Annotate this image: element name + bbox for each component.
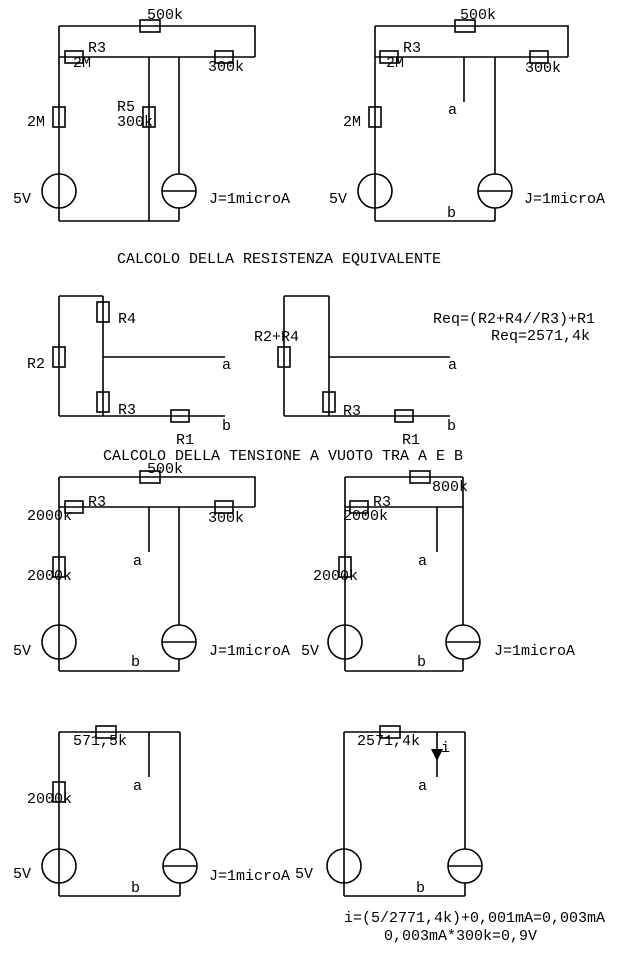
voltage-source (328, 625, 362, 659)
c5-r3-name: R3 (88, 494, 107, 511)
c7-left-resistor-label: 2000k (27, 791, 73, 808)
c5-node-a: a (133, 553, 143, 570)
circuit7-network (42, 726, 197, 896)
c2-resistor-label: 500k (460, 7, 497, 24)
c2-left-resistor-label: 2M (343, 114, 362, 131)
c7-node-b: b (131, 880, 141, 897)
resistor-800k (410, 471, 430, 483)
c3-node-a: a (222, 357, 232, 374)
c1-current-label: J=1microA (209, 191, 291, 208)
c1-r5-name: R5 (117, 99, 136, 116)
resistor-r1 (395, 410, 413, 422)
resistor-2m (369, 107, 381, 127)
c5-node-b: b (131, 654, 141, 671)
c8-node-a: a (418, 778, 428, 795)
c3-r2-label: R2 (27, 356, 46, 373)
c6-r3-value: 2000k (343, 508, 389, 525)
c5-r3-value: 2000k (27, 508, 73, 525)
req-formula-line1: Req=(R2+R4//R3)+R1 (433, 311, 596, 328)
c2-r3-value: 2M (386, 55, 405, 72)
c5-resistor-label: 500k (147, 461, 184, 478)
c1-resistor-label: 500k (147, 7, 184, 24)
c1-r3-value: 2M (73, 55, 92, 72)
c3-node-b: b (222, 418, 232, 435)
c3-r4-label: R4 (118, 311, 137, 328)
c7-node-a: a (133, 778, 143, 795)
c5-right-resistor-label: 300k (208, 510, 245, 527)
circuit3-network (53, 296, 225, 422)
c8-resistor-label: 2571,4k (357, 733, 421, 750)
c8-voltage-label: 5V (295, 866, 314, 883)
c2-r3-name: R3 (403, 40, 422, 57)
c4-r3-label: R3 (343, 403, 362, 420)
c4-node-b: b (447, 418, 457, 435)
c1-voltage-label: 5V (13, 191, 32, 208)
c6-r3-name: R3 (373, 494, 392, 511)
c4-node-a: a (448, 357, 458, 374)
c8-node-b: b (416, 880, 426, 897)
req-formula-line2: Req=2571,4k (491, 328, 591, 345)
c6-resistor-label: 800k (432, 479, 469, 496)
circuit5-network (42, 471, 255, 671)
c5-left-resistor-label: 2000k (27, 568, 73, 585)
c7-resistor-label: 571,5k (73, 733, 128, 750)
resistor-r3 (323, 392, 335, 412)
c2-voltage-label: 5V (329, 191, 348, 208)
voltage-source (42, 174, 76, 208)
resistor-r4 (97, 302, 109, 322)
resistor-r2 (53, 347, 65, 367)
c6-left-resistor-label: 2000k (313, 568, 359, 585)
voltage-source (327, 849, 361, 883)
c2-node-b: b (447, 205, 457, 222)
c6-current-label: J=1microA (494, 643, 576, 660)
c7-voltage-label: 5V (13, 866, 32, 883)
circuit4-network (278, 296, 450, 422)
c4-r2r4-label: R2+R4 (254, 329, 300, 346)
resistor-r2r4 (278, 347, 290, 367)
c6-node-b: b (417, 654, 427, 671)
section-title-tensione: CALCOLO DELLA TENSIONE A VUOTO TRA A E B (103, 448, 464, 465)
resistor-r1 (171, 410, 189, 422)
c6-voltage-label: 5V (301, 643, 320, 660)
c1-r5-value: 300k (117, 114, 154, 131)
current-formula-line2: 0,003mA*300k=0,9V (384, 928, 538, 945)
c5-current-label: J=1microA (209, 643, 291, 660)
voltage-source (358, 174, 392, 208)
c2-node-a: a (448, 102, 458, 119)
c2-right-resistor-label: 300k (525, 60, 562, 77)
resistor-r3 (97, 392, 109, 412)
c2-current-label: J=1microA (524, 191, 606, 208)
resistor-2m (53, 107, 65, 127)
c8-current-name: i (441, 740, 451, 757)
c3-r3-label: R3 (118, 402, 137, 419)
c1-right-resistor-label: 300k (208, 59, 245, 76)
current-formula-line1: i=(5/2771,4k)+0,001mA=0,003mA (344, 910, 606, 927)
c1-left-resistor-label: 2M (27, 114, 46, 131)
c6-node-a: a (418, 553, 428, 570)
circuit8-network (327, 726, 482, 896)
section-title-resistenza: CALCOLO DELLA RESISTENZA EQUIVALENTE (117, 251, 442, 268)
c7-current-label: J=1microA (209, 868, 291, 885)
c3-r1-label: R1 (176, 432, 195, 449)
c1-r3-name: R3 (88, 40, 107, 57)
c5-voltage-label: 5V (13, 643, 32, 660)
voltage-source (42, 849, 76, 883)
c4-r1-label: R1 (402, 432, 421, 449)
voltage-source (42, 625, 76, 659)
